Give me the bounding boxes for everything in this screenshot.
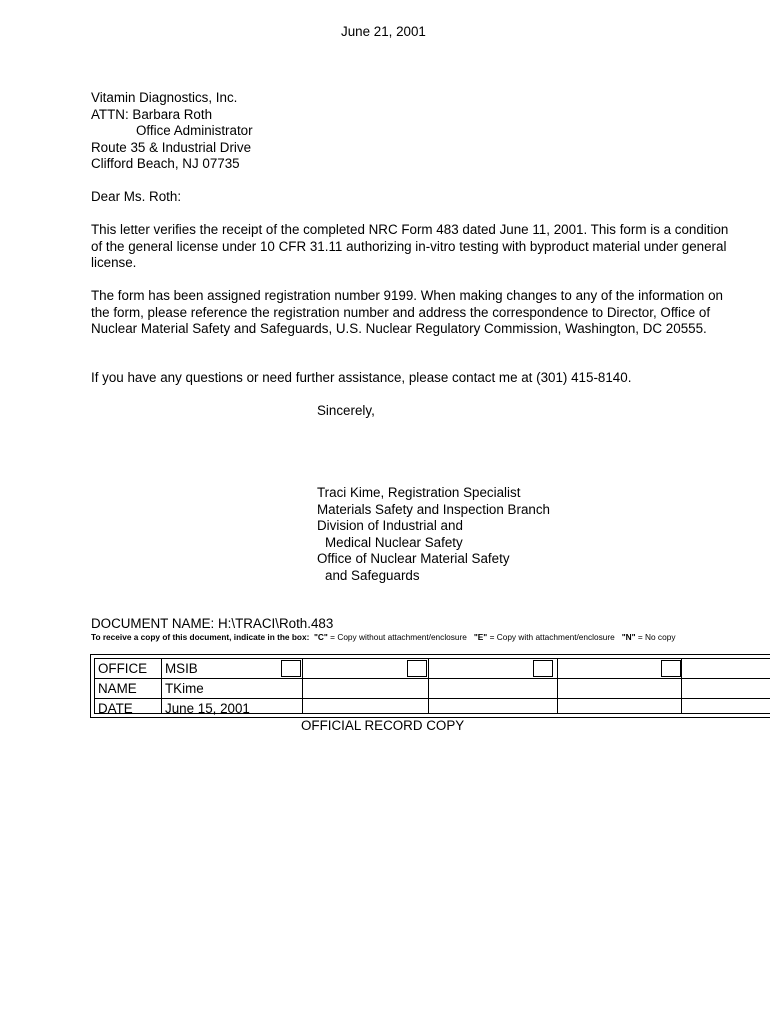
body-paragraph-1: This letter verifies the receipt of the completed NRC Form 483 dated June 11, 2001. This form is a condition of the general license under 10 CFR 31.11 authorizing in-vitro testing with byproduct material under general license. <box>91 222 729 271</box>
name-label: NAME <box>98 681 137 696</box>
closing: Sincerely, <box>317 403 375 418</box>
signature-division-cont: Medical Nuclear Safety <box>325 534 463 550</box>
date-value: June 15, 2001 <box>165 701 250 716</box>
copy-text-e: = Copy with attachment/enclosure <box>489 632 615 642</box>
table-row-date <box>95 698 770 718</box>
copy-code-n: "N" <box>621 632 636 642</box>
copy-checkbox-1[interactable] <box>281 660 301 677</box>
body-paragraph-3: If you have any questions or need further assistance, please contact me at (301) 415-8140. <box>91 370 632 385</box>
signature-office: Office of Nuclear Material Safety <box>317 551 510 567</box>
recipient-company: Vitamin Diagnostics, Inc. <box>91 90 238 105</box>
document-name: DOCUMENT NAME: H:\TRACI\Roth.483 <box>91 616 334 631</box>
recipient-city: Clifford Beach, NJ 07735 <box>91 156 240 172</box>
signature-office-cont: and Safeguards <box>325 567 420 583</box>
copy-code-c: "C" <box>314 632 328 642</box>
copy-text-c: = Copy without attachment/enclosure <box>330 632 467 642</box>
official-record-copy: OFFICIAL RECORD COPY <box>301 718 465 733</box>
copy-instructions-lead: To receive a copy of this document, indicate in the box: <box>91 632 310 642</box>
date-label: DATE <box>98 701 133 716</box>
office-label: OFFICE <box>98 661 148 676</box>
letter-date: June 21, 2001 <box>341 24 426 39</box>
recipient-attn: ATTN: Barbara Roth <box>91 106 213 122</box>
office-value: MSIB <box>165 661 198 676</box>
name-value: TKime <box>165 681 204 696</box>
copy-checkbox-2[interactable] <box>407 660 427 677</box>
copy-checkbox-4[interactable] <box>661 660 681 677</box>
copy-text-n: = No copy <box>637 632 676 642</box>
copy-checkbox-3[interactable] <box>533 660 553 677</box>
body-paragraph-2: The form has been assigned registration number 9199. When making changes to any of the information on the form, please reference the registration number and address the correspondence to Director, Office of Nuclear Material Safety and Safeguards, U.S. Nuclear Regulatory Commission, Washington, DC 20555. <box>91 288 723 337</box>
signature-block <box>317 485 550 585</box>
signature-name-title: Traci Kime, Registration Specialist <box>317 485 521 500</box>
concurrence-table-inner <box>94 658 770 714</box>
recipient-title: Office Administrator <box>136 123 253 139</box>
copy-code-e: "E" <box>473 632 488 642</box>
table-row-office <box>95 659 770 678</box>
table-row-name <box>95 678 770 698</box>
signature-branch: Materials Safety and Inspection Branch <box>317 501 550 517</box>
recipient-address <box>91 90 253 173</box>
salutation: Dear Ms. Roth: <box>91 189 182 204</box>
recipient-street: Route 35 & Industrial Drive <box>91 139 252 155</box>
copy-instructions <box>91 632 711 642</box>
signature-division: Division of Industrial and <box>317 518 463 534</box>
concurrence-table <box>90 654 770 718</box>
